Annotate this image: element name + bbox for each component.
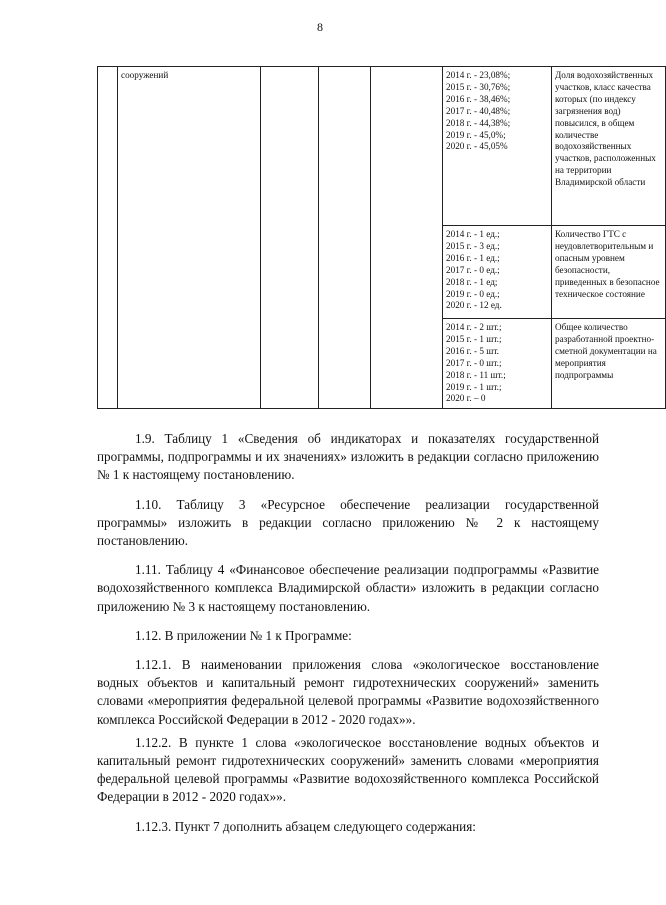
table-cell-object: сооружений: [118, 67, 261, 409]
table-cell-empty: [98, 67, 118, 409]
paragraph: 1.12.3. Пункт 7 дополнить абзацем следующего содержания:: [135, 818, 476, 834]
value-line: 2014 г. - 2 шт.;: [446, 322, 502, 332]
indicators-table: [97, 66, 666, 409]
paragraph: 1.12. В приложении № 1 к Программе:: [135, 627, 352, 643]
table-cell-values: [443, 319, 552, 409]
value-line: 2015 г. - 1 шт.;: [446, 333, 502, 344]
value-line: 2020 г. – 0: [446, 393, 486, 404]
value-line: 2016 г. - 38,46%;: [446, 93, 511, 104]
value-line: 2019 г. - 1 шт.;: [446, 381, 502, 392]
table-cell-values: [443, 67, 552, 226]
table-row: [98, 67, 666, 226]
value-line: 2017 г. - 0 ед.;: [446, 264, 500, 275]
value-line: 2019 г. - 0 ед.;: [446, 288, 500, 299]
value-line: 2017 г. - 40,48%;: [446, 105, 511, 116]
table-cell-empty: [371, 67, 443, 409]
table-cell-empty: [319, 67, 371, 409]
value-line: 2016 г. - 1 ед.;: [446, 252, 500, 263]
value-line: 2018 г. - 1 ед;: [446, 276, 498, 287]
table-cell-description: Общее количество разработанной проектно-сметной документации на мероприятия подпрограммы: [552, 319, 666, 409]
paragraph: 1.12.2. В пункте 1 слова «экологическое восстановление водных объектов и капитальный ремонт гидротехнических сооружений» заменить словами «мероприятия федеральной целевой программы «Развитие водохозяйственного комплекса Российской Федерации в 2012 - 2020 годах»».: [97, 734, 599, 805]
value-line: 2015 г. - 3 ед.;: [446, 240, 500, 251]
paragraph: 1.11. Таблицу 4 «Финансовое обеспечение реализации подпрограммы «Развитие водохозяйственного комплекса Владимирской области» изложить в редакции согласно приложению № 3 к настоящему постановлению.: [97, 562, 599, 614]
value-line: 2015 г. - 30,76%;: [446, 81, 511, 92]
table-cell-empty: [261, 67, 319, 409]
value-line: 2018 г. - 44,38%;: [446, 117, 511, 128]
body-text: [97, 430, 599, 847]
paragraph: 1.9. Таблицу 1 «Сведения об индикаторах и показателях государственной программы, подпрограммы и их значениях» изложить в редакции согласно приложению № 1 к настоящему постановлению.: [97, 431, 599, 483]
paragraph: 1.10. Таблицу 3 «Ресурсное обеспечение реализации государственной программы» изложить в редакции согласно приложению № 2 к настоящему постановлению.: [97, 496, 599, 549]
paragraph: 1.12.1. В наименовании приложения слова «экологическое восстановление водных объектов и капитальный ремонт гидротехнических сооружений» заменить словами «мероприятия федеральной целевой программы «Развитие водохозяйственного комплекса Российской Федерации в 2012 - 2020 годах»».: [97, 657, 599, 727]
value-line: 2020 г. - 45,05%: [446, 141, 508, 152]
table-cell-values: [443, 226, 552, 319]
value-line: 2018 г. - 11 шт.;: [446, 369, 506, 380]
value-line: 2019 г. - 45,0%;: [446, 129, 506, 140]
value-line: 2020 г. - 12 ед.: [446, 300, 502, 311]
value-line: 2014 г. - 1 ед.;: [446, 229, 500, 239]
value-line: 2016 г. - 5 шт.: [446, 345, 499, 356]
table-cell-description: Доля водохозяйственных участков, класс качества которых (по индексу загрязнения вод) повысился, в общем количестве водохозяйственных участков, расположенных на территории Владимирской области: [552, 67, 666, 226]
value-line: 2017 г. - 0 шт.;: [446, 357, 502, 368]
page-number: 8: [317, 20, 323, 34]
value-line: 2014 г. - 23,08%;: [446, 70, 511, 80]
table-cell-description: Количество ГТС с неудовлетворительным и опасным уровнем безопасности, приведенных в безопасное техническое состояние: [552, 226, 666, 319]
